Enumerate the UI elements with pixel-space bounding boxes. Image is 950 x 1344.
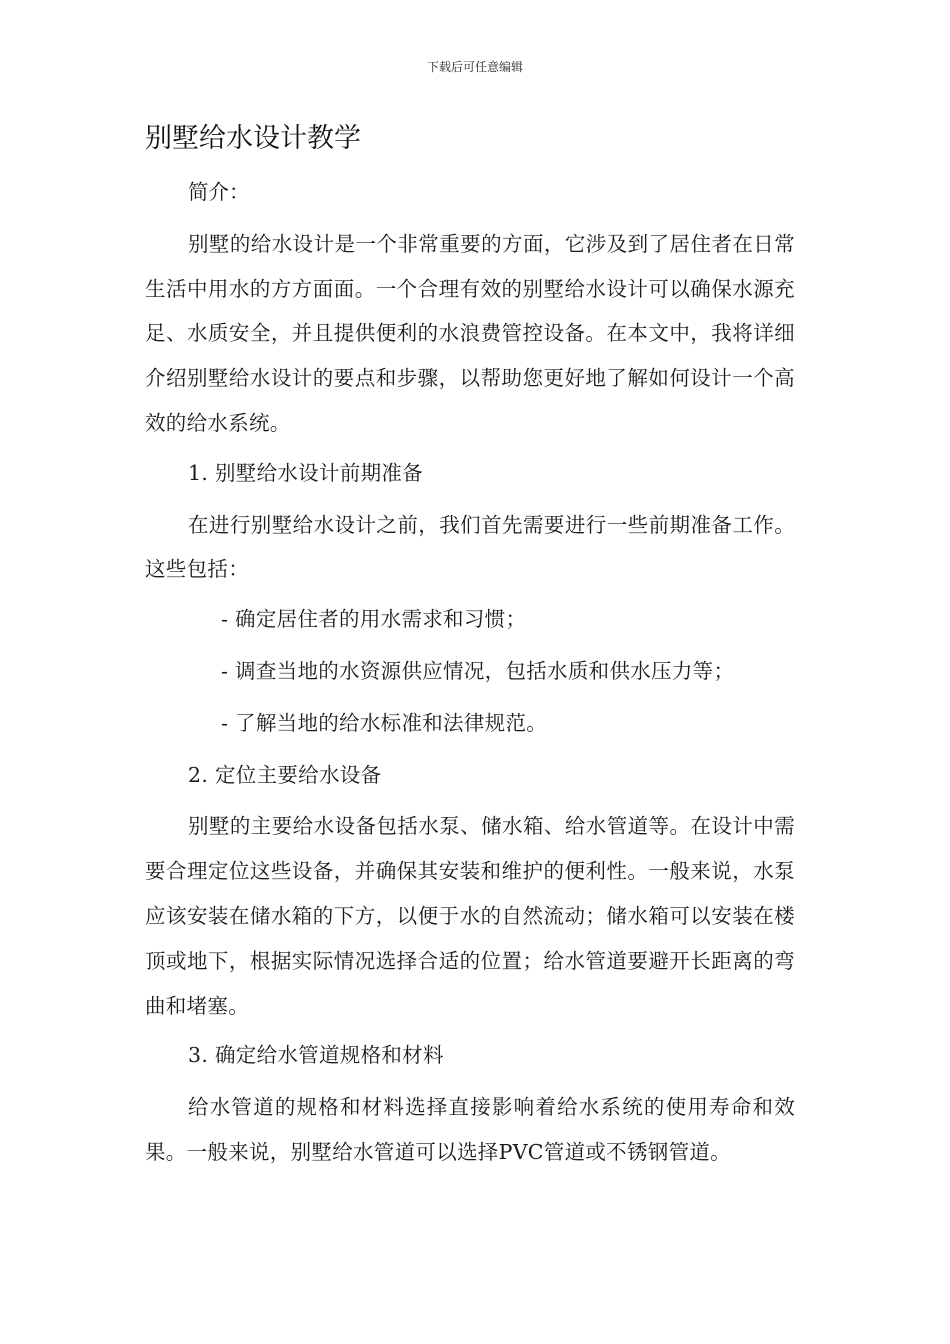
section-heading-2: 2. 定位主要给水设备 [188, 762, 382, 787]
intro-paragraph: 别墅的给水设计是一个非常重要的方面，它涉及到了居住者在日常生活中用水的方方面面。一个合理有效的别墅给水设计可以确保水源充足、水质安全，并且提供便利的水浪费管控设备。在本文中，我将详细介绍别墅给水设计的要点和步骤，以帮助您更好地了解如何设计一个高效的给水系统。 [145, 231, 795, 435]
list-item: - 调查当地的水资源供应情况，包括水质和供水压力等； [221, 658, 735, 683]
section-heading-1: 1. 别墅给水设计前期准备 [188, 460, 423, 485]
list-item: - 确定居住者的用水需求和习惯； [221, 607, 527, 632]
header-note: 下载后可任意编辑 [426, 60, 523, 74]
document-title: 别墅给水设计教学 [145, 123, 361, 154]
section-paragraph-2: 别墅的主要给水设备包括水泵、储水箱、给水管道等。在设计中需要合理定位这些设备，并确保其安装和维护的便利性。一般来说，水泵应该安装在储水箱的下方，以便于水的自然流动；储水箱可以安装在楼顶或地下，根据实际情况选择合适的位置；给水管道要避开长距离的弯曲和堵塞。 [145, 814, 795, 1018]
document-body [145, 170, 795, 1180]
list-item: - 了解当地的给水标准和法律规范。 [221, 710, 548, 735]
section-heading-3: 3. 确定给水管道规格和材料 [188, 1043, 444, 1068]
section-paragraph-3: 给水管道的规格和材料选择直接影响着给水系统的使用寿命和效果。一般来说，别墅给水管道可以选择PVC管道或不锈钢管道。 [145, 1095, 795, 1164]
intro-label: 简介： [188, 180, 250, 204]
section-paragraph-1: 在进行别墅给水设计之前，我们首先需要进行一些前期准备工作。这些包括： [145, 512, 795, 582]
